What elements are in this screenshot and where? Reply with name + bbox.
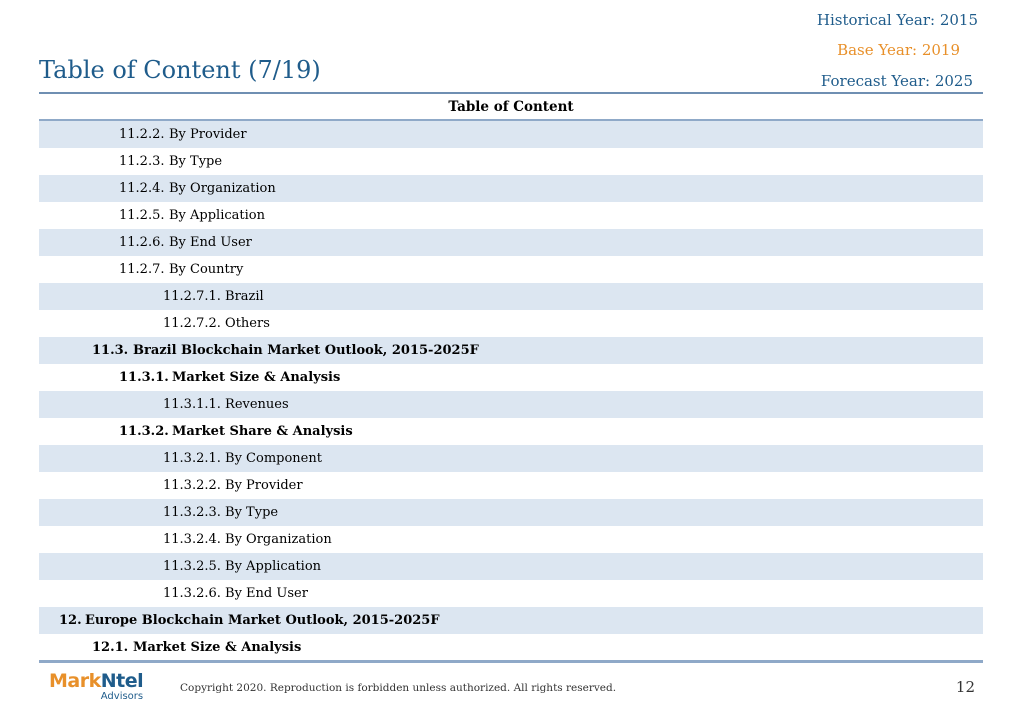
toc-label: By Component <box>225 451 322 466</box>
toc-number: 11.2.3. <box>119 154 165 169</box>
markntel-logo <box>49 672 143 702</box>
toc-label: By Provider <box>169 127 247 142</box>
toc-row <box>39 445 983 472</box>
toc-row <box>39 418 983 445</box>
logo-subtitle: Advisors <box>100 691 144 702</box>
logo-wordmark <box>49 672 143 691</box>
toc-label: By Organization <box>225 532 332 547</box>
toc-table <box>39 95 983 661</box>
toc-row <box>39 364 983 391</box>
toc-number: 11.3.2. <box>119 424 169 439</box>
copyright-notice: Copyright 2020. Reproduction is forbidden unless authorized. All rights reserved. <box>180 682 617 694</box>
toc-row <box>39 472 983 499</box>
toc-row <box>39 202 983 229</box>
toc-number: 11.2.7. <box>119 262 165 277</box>
toc-row <box>39 580 983 607</box>
toc-number: 11.2.5. <box>119 208 165 223</box>
page-number: 12 <box>955 678 975 696</box>
toc-label: By End User <box>169 235 252 250</box>
toc-label: By Type <box>169 154 223 169</box>
toc-row <box>39 391 983 418</box>
toc-number: 11.3.2.6. <box>163 586 221 601</box>
toc-label: Market Share & Analysis <box>172 424 353 439</box>
toc-row <box>39 499 983 526</box>
toc-label: By Country <box>169 262 244 277</box>
toc-label: Brazil Blockchain Market Outlook, 2015-2025F <box>133 343 479 358</box>
toc-number: 11.2.7.1. <box>163 289 221 304</box>
toc-label: Revenues <box>225 397 289 412</box>
base-year: Base Year: 2019 <box>837 41 960 59</box>
toc-row <box>39 229 983 256</box>
toc-number: 11.3.1.1. <box>163 397 221 412</box>
toc-row <box>39 256 983 283</box>
toc-row <box>39 310 983 337</box>
toc-row <box>39 337 983 364</box>
forecast-year: Forecast Year: 2025 <box>820 72 973 90</box>
toc-label: Market Size & Analysis <box>133 640 302 655</box>
toc-number: 11.2.4. <box>119 181 165 196</box>
toc-label: By Type <box>225 505 279 520</box>
toc-heading: Table of Content <box>39 95 983 121</box>
toc-number: 11.2.6. <box>119 235 165 250</box>
toc-number: 11.3.1. <box>119 370 169 385</box>
toc-number: 11.3.2.3. <box>163 505 221 520</box>
toc-row <box>39 634 983 661</box>
toc-row <box>39 526 983 553</box>
historical-year: Historical Year: 2015 <box>816 11 978 29</box>
logo-ntel-text: Ntel <box>100 670 144 692</box>
toc-number: 11.3.2.5. <box>163 559 221 574</box>
toc-label: Market Size & Analysis <box>172 370 341 385</box>
toc-number: 11.3.2.1. <box>163 451 221 466</box>
header-divider <box>39 92 983 94</box>
toc-row <box>39 148 983 175</box>
toc-row <box>39 283 983 310</box>
toc-label: Europe Blockchain Market Outlook, 2015-2025F <box>85 613 440 628</box>
toc-row <box>39 607 983 634</box>
footer-divider <box>39 660 983 663</box>
toc-number: 12.1. <box>92 640 129 655</box>
toc-number: 11.3.2.2. <box>163 478 221 493</box>
toc-number: 11.2.2. <box>119 127 165 142</box>
toc-label: By Provider <box>225 478 303 493</box>
toc-label: Brazil <box>225 289 264 304</box>
toc-number: 11.3. <box>92 343 129 358</box>
toc-number: 11.3.2.4. <box>163 532 221 547</box>
toc-label: By Application <box>169 208 265 223</box>
toc-row <box>39 175 983 202</box>
toc-number: 11.2.7.2. <box>163 316 221 331</box>
toc-label: By Organization <box>169 181 276 196</box>
page-title: Table of Content (7/19) <box>39 56 321 84</box>
toc-label: By Application <box>225 559 322 574</box>
toc-label: By End User <box>225 586 308 601</box>
toc-number: 12. <box>59 613 82 628</box>
toc-label: Others <box>225 316 270 331</box>
toc-row <box>39 553 983 580</box>
toc-row <box>39 121 983 148</box>
logo-mark-text: Mark <box>49 670 101 692</box>
